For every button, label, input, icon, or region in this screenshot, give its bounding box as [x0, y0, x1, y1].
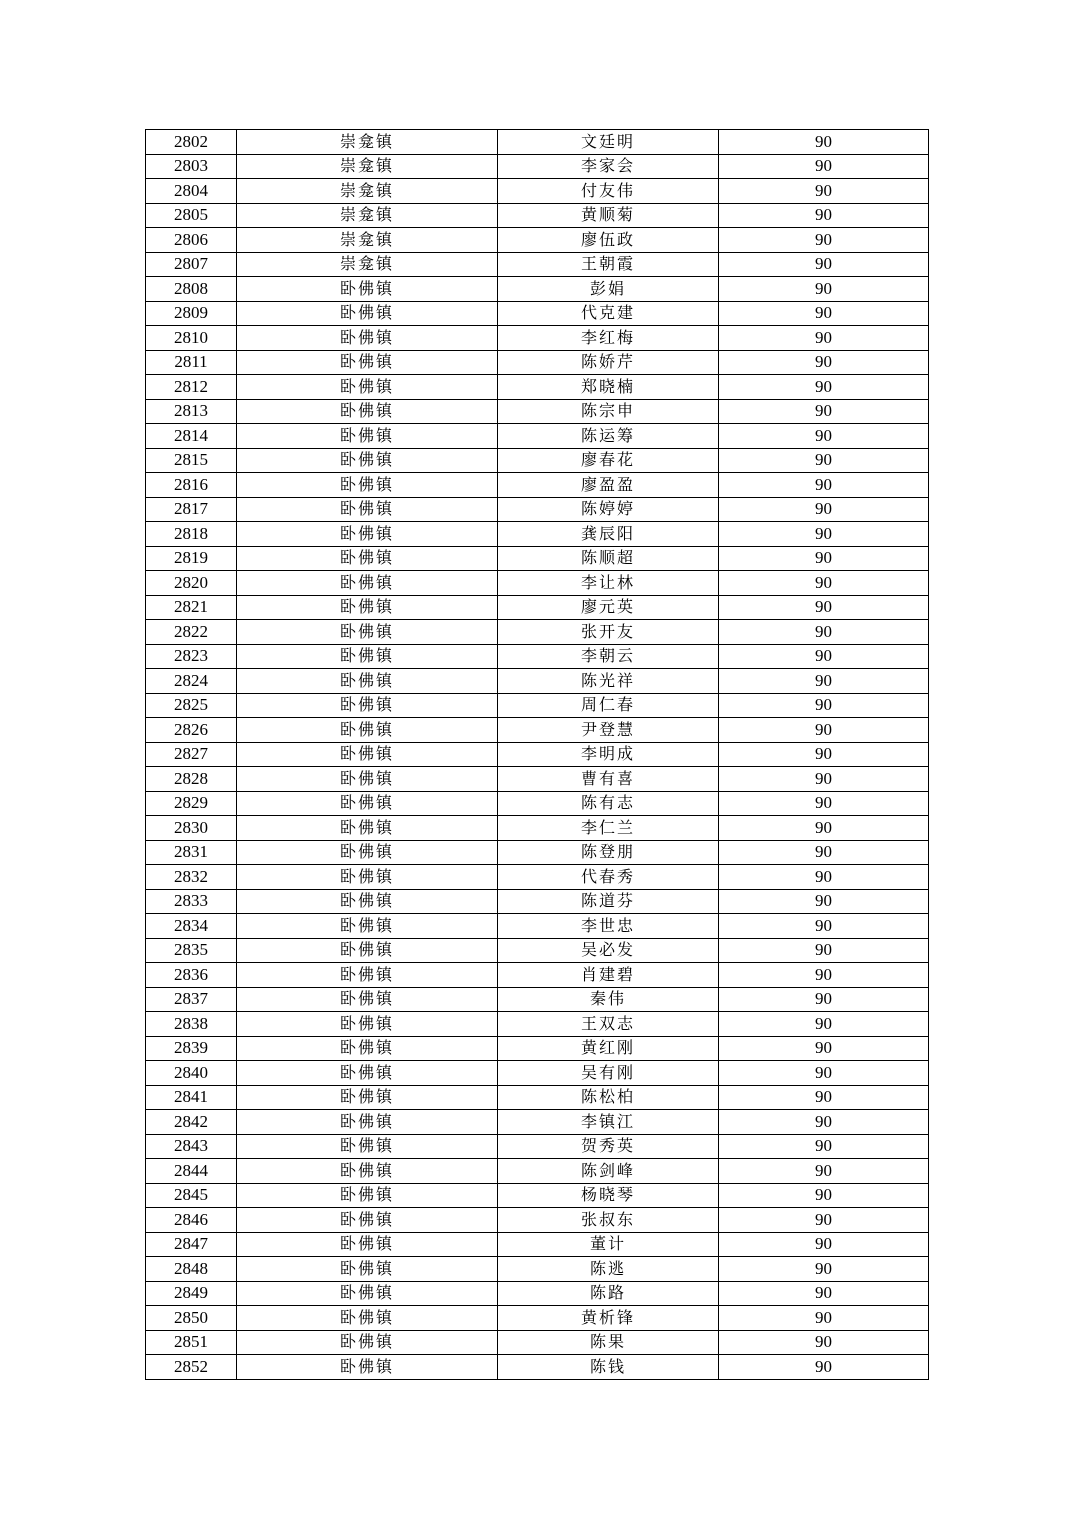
- cell-person-name: 陈剑峰: [498, 1159, 719, 1184]
- cell-score: 90: [719, 1330, 929, 1355]
- cell-score: 90: [719, 816, 929, 841]
- cell-town: 卧佛镇: [237, 424, 498, 449]
- cell-score: 90: [719, 571, 929, 596]
- cell-town: 崇龛镇: [237, 154, 498, 179]
- cell-person-name: 陈路: [498, 1281, 719, 1306]
- cell-person-name: 廖元英: [498, 595, 719, 620]
- cell-serial-number: 2814: [146, 424, 237, 449]
- cell-town: 卧佛镇: [237, 1281, 498, 1306]
- cell-person-name: 陈宗申: [498, 399, 719, 424]
- table-row: [146, 1330, 929, 1355]
- table-row: [146, 1134, 929, 1159]
- cell-town: 卧佛镇: [237, 399, 498, 424]
- table-row: [146, 399, 929, 424]
- cell-town: 卧佛镇: [237, 350, 498, 375]
- table-row: [146, 1355, 929, 1380]
- table-row: [146, 693, 929, 718]
- cell-serial-number: 2823: [146, 644, 237, 669]
- cell-town: 卧佛镇: [237, 644, 498, 669]
- cell-score: 90: [719, 522, 929, 547]
- cell-town: 卧佛镇: [237, 546, 498, 571]
- cell-town: 卧佛镇: [237, 1330, 498, 1355]
- cell-town: 卧佛镇: [237, 1232, 498, 1257]
- cell-town: 崇龛镇: [237, 228, 498, 253]
- table-row: [146, 595, 929, 620]
- table-row: [146, 1085, 929, 1110]
- cell-serial-number: 2841: [146, 1085, 237, 1110]
- cell-serial-number: 2842: [146, 1110, 237, 1135]
- cell-person-name: 廖盈盈: [498, 473, 719, 498]
- cell-person-name: 彭娟: [498, 277, 719, 302]
- cell-person-name: 黄顺菊: [498, 203, 719, 228]
- roster-table: [145, 129, 929, 1380]
- cell-serial-number: 2806: [146, 228, 237, 253]
- table-row: [146, 473, 929, 498]
- cell-score: 90: [719, 1085, 929, 1110]
- cell-serial-number: 2852: [146, 1355, 237, 1380]
- table-row: [146, 326, 929, 351]
- cell-score: 90: [719, 375, 929, 400]
- table-row: [146, 154, 929, 179]
- cell-person-name: 陈顺超: [498, 546, 719, 571]
- cell-serial-number: 2824: [146, 669, 237, 694]
- cell-score: 90: [719, 693, 929, 718]
- cell-person-name: 陈松柏: [498, 1085, 719, 1110]
- cell-serial-number: 2827: [146, 742, 237, 767]
- cell-score: 90: [719, 179, 929, 204]
- cell-serial-number: 2831: [146, 840, 237, 865]
- cell-person-name: 王双志: [498, 1012, 719, 1037]
- cell-serial-number: 2811: [146, 350, 237, 375]
- cell-score: 90: [719, 1159, 929, 1184]
- cell-town: 卧佛镇: [237, 669, 498, 694]
- table-row: [146, 228, 929, 253]
- cell-score: 90: [719, 277, 929, 302]
- cell-serial-number: 2818: [146, 522, 237, 547]
- cell-town: 卧佛镇: [237, 375, 498, 400]
- cell-score: 90: [719, 1134, 929, 1159]
- cell-score: 90: [719, 203, 929, 228]
- cell-serial-number: 2828: [146, 767, 237, 792]
- table-row: [146, 742, 929, 767]
- cell-town: 卧佛镇: [237, 497, 498, 522]
- cell-score: 90: [719, 1281, 929, 1306]
- cell-score: 90: [719, 840, 929, 865]
- cell-serial-number: 2819: [146, 546, 237, 571]
- cell-score: 90: [719, 228, 929, 253]
- cell-person-name: 吴有刚: [498, 1061, 719, 1086]
- table-row: [146, 914, 929, 939]
- cell-person-name: 陈钱: [498, 1355, 719, 1380]
- cell-town: 卧佛镇: [237, 693, 498, 718]
- table-row: [146, 203, 929, 228]
- cell-score: 90: [719, 1257, 929, 1282]
- cell-person-name: 李红梅: [498, 326, 719, 351]
- cell-score: 90: [719, 1232, 929, 1257]
- table-row: [146, 767, 929, 792]
- cell-serial-number: 2810: [146, 326, 237, 351]
- cell-score: 90: [719, 252, 929, 277]
- cell-town: 卧佛镇: [237, 301, 498, 326]
- cell-town: 卧佛镇: [237, 571, 498, 596]
- cell-serial-number: 2850: [146, 1306, 237, 1331]
- cell-person-name: 文廷明: [498, 130, 719, 155]
- table-row: [146, 546, 929, 571]
- cell-person-name: 张开友: [498, 620, 719, 645]
- cell-town: 卧佛镇: [237, 522, 498, 547]
- cell-town: 卧佛镇: [237, 987, 498, 1012]
- cell-person-name: 李家会: [498, 154, 719, 179]
- cell-serial-number: 2821: [146, 595, 237, 620]
- cell-serial-number: 2802: [146, 130, 237, 155]
- cell-serial-number: 2845: [146, 1183, 237, 1208]
- table-row: [146, 375, 929, 400]
- table-row: [146, 791, 929, 816]
- cell-serial-number: 2837: [146, 987, 237, 1012]
- cell-serial-number: 2825: [146, 693, 237, 718]
- cell-person-name: 张叔东: [498, 1208, 719, 1233]
- cell-town: 卧佛镇: [237, 448, 498, 473]
- cell-serial-number: 2812: [146, 375, 237, 400]
- cell-person-name: 王朝霞: [498, 252, 719, 277]
- cell-person-name: 曹有喜: [498, 767, 719, 792]
- cell-person-name: 陈娇芹: [498, 350, 719, 375]
- cell-score: 90: [719, 1110, 929, 1135]
- cell-town: 卧佛镇: [237, 767, 498, 792]
- cell-town: 崇龛镇: [237, 252, 498, 277]
- cell-score: 90: [719, 301, 929, 326]
- roster-table-body: [146, 130, 929, 1380]
- cell-serial-number: 2829: [146, 791, 237, 816]
- table-row: [146, 252, 929, 277]
- cell-town: 卧佛镇: [237, 1257, 498, 1282]
- cell-person-name: 李仁兰: [498, 816, 719, 841]
- table-row: [146, 1110, 929, 1135]
- cell-town: 卧佛镇: [237, 1085, 498, 1110]
- cell-town: 卧佛镇: [237, 889, 498, 914]
- table-row: [146, 669, 929, 694]
- cell-score: 90: [719, 914, 929, 939]
- cell-serial-number: 2849: [146, 1281, 237, 1306]
- cell-person-name: 黄析锋: [498, 1306, 719, 1331]
- cell-person-name: 李明成: [498, 742, 719, 767]
- cell-town: 卧佛镇: [237, 963, 498, 988]
- cell-serial-number: 2809: [146, 301, 237, 326]
- cell-serial-number: 2833: [146, 889, 237, 914]
- cell-town: 卧佛镇: [237, 791, 498, 816]
- cell-town: 卧佛镇: [237, 1012, 498, 1037]
- table-row: [146, 1061, 929, 1086]
- cell-town: 崇龛镇: [237, 179, 498, 204]
- cell-town: 卧佛镇: [237, 816, 498, 841]
- cell-person-name: 李镇江: [498, 1110, 719, 1135]
- cell-serial-number: 2839: [146, 1036, 237, 1061]
- table-row: [146, 301, 929, 326]
- cell-town: 卧佛镇: [237, 1110, 498, 1135]
- cell-person-name: 陈道芬: [498, 889, 719, 914]
- cell-serial-number: 2830: [146, 816, 237, 841]
- cell-town: 卧佛镇: [237, 1159, 498, 1184]
- cell-score: 90: [719, 473, 929, 498]
- table-row: [146, 277, 929, 302]
- table-row: [146, 620, 929, 645]
- cell-score: 90: [719, 130, 929, 155]
- cell-score: 90: [719, 620, 929, 645]
- table-row: [146, 1257, 929, 1282]
- cell-town: 卧佛镇: [237, 473, 498, 498]
- cell-town: 卧佛镇: [237, 914, 498, 939]
- cell-score: 90: [719, 497, 929, 522]
- cell-person-name: 陈运筹: [498, 424, 719, 449]
- cell-person-name: 付友伟: [498, 179, 719, 204]
- cell-person-name: 廖伍政: [498, 228, 719, 253]
- cell-town: 卧佛镇: [237, 718, 498, 743]
- cell-score: 90: [719, 595, 929, 620]
- cell-serial-number: 2838: [146, 1012, 237, 1037]
- cell-person-name: 杨晓琴: [498, 1183, 719, 1208]
- cell-town: 卧佛镇: [237, 865, 498, 890]
- cell-town: 崇龛镇: [237, 203, 498, 228]
- table-row: [146, 1183, 929, 1208]
- cell-town: 卧佛镇: [237, 326, 498, 351]
- cell-serial-number: 2840: [146, 1061, 237, 1086]
- table-row: [146, 987, 929, 1012]
- cell-person-name: 周仁春: [498, 693, 719, 718]
- table-row: [146, 840, 929, 865]
- cell-score: 90: [719, 987, 929, 1012]
- cell-score: 90: [719, 326, 929, 351]
- table-row: [146, 718, 929, 743]
- cell-score: 90: [719, 644, 929, 669]
- cell-serial-number: 2847: [146, 1232, 237, 1257]
- cell-serial-number: 2807: [146, 252, 237, 277]
- cell-score: 90: [719, 1306, 929, 1331]
- cell-serial-number: 2836: [146, 963, 237, 988]
- cell-town: 卧佛镇: [237, 1355, 498, 1380]
- cell-score: 90: [719, 399, 929, 424]
- cell-person-name: 吴必发: [498, 938, 719, 963]
- cell-town: 卧佛镇: [237, 938, 498, 963]
- table-row: [146, 816, 929, 841]
- cell-town: 卧佛镇: [237, 277, 498, 302]
- cell-person-name: 郑晓楠: [498, 375, 719, 400]
- cell-score: 90: [719, 767, 929, 792]
- cell-town: 卧佛镇: [237, 595, 498, 620]
- table-row: [146, 644, 929, 669]
- table-row: [146, 1306, 929, 1331]
- cell-score: 90: [719, 1061, 929, 1086]
- cell-serial-number: 2848: [146, 1257, 237, 1282]
- cell-score: 90: [719, 938, 929, 963]
- cell-town: 卧佛镇: [237, 1061, 498, 1086]
- table-row: [146, 424, 929, 449]
- cell-town: 卧佛镇: [237, 1036, 498, 1061]
- cell-person-name: 廖春花: [498, 448, 719, 473]
- cell-serial-number: 2835: [146, 938, 237, 963]
- cell-person-name: 尹登慧: [498, 718, 719, 743]
- cell-serial-number: 2846: [146, 1208, 237, 1233]
- table-row: [146, 963, 929, 988]
- table-row: [146, 889, 929, 914]
- cell-person-name: 黄红刚: [498, 1036, 719, 1061]
- cell-town: 卧佛镇: [237, 620, 498, 645]
- cell-score: 90: [719, 865, 929, 890]
- table-row: [146, 448, 929, 473]
- cell-person-name: 陈果: [498, 1330, 719, 1355]
- cell-town: 卧佛镇: [237, 742, 498, 767]
- table-row: [146, 1012, 929, 1037]
- cell-person-name: 龚辰阳: [498, 522, 719, 547]
- cell-person-name: 李让林: [498, 571, 719, 596]
- cell-score: 90: [719, 1208, 929, 1233]
- cell-serial-number: 2805: [146, 203, 237, 228]
- cell-score: 90: [719, 889, 929, 914]
- cell-person-name: 秦伟: [498, 987, 719, 1012]
- cell-serial-number: 2813: [146, 399, 237, 424]
- cell-score: 90: [719, 669, 929, 694]
- cell-serial-number: 2834: [146, 914, 237, 939]
- cell-town: 卧佛镇: [237, 1306, 498, 1331]
- cell-score: 90: [719, 718, 929, 743]
- cell-serial-number: 2843: [146, 1134, 237, 1159]
- cell-town: 卧佛镇: [237, 840, 498, 865]
- table-row: [146, 938, 929, 963]
- table-row: [146, 522, 929, 547]
- cell-serial-number: 2844: [146, 1159, 237, 1184]
- cell-score: 90: [719, 1036, 929, 1061]
- cell-person-name: 陈登朋: [498, 840, 719, 865]
- cell-person-name: 陈婷婷: [498, 497, 719, 522]
- cell-score: 90: [719, 546, 929, 571]
- cell-person-name: 贺秀英: [498, 1134, 719, 1159]
- cell-score: 90: [719, 154, 929, 179]
- cell-score: 90: [719, 1183, 929, 1208]
- cell-town: 卧佛镇: [237, 1208, 498, 1233]
- table-row: [146, 1208, 929, 1233]
- cell-town: 卧佛镇: [237, 1134, 498, 1159]
- cell-serial-number: 2832: [146, 865, 237, 890]
- cell-serial-number: 2826: [146, 718, 237, 743]
- cell-score: 90: [719, 448, 929, 473]
- table-row: [146, 130, 929, 155]
- cell-score: 90: [719, 350, 929, 375]
- table-row: [146, 497, 929, 522]
- cell-score: 90: [719, 791, 929, 816]
- cell-person-name: 肖建碧: [498, 963, 719, 988]
- cell-serial-number: 2815: [146, 448, 237, 473]
- cell-serial-number: 2820: [146, 571, 237, 596]
- table-row: [146, 571, 929, 596]
- cell-score: 90: [719, 1355, 929, 1380]
- cell-town: 卧佛镇: [237, 1183, 498, 1208]
- table-row: [146, 1232, 929, 1257]
- table-row: [146, 1281, 929, 1306]
- cell-person-name: 董计: [498, 1232, 719, 1257]
- cell-person-name: 代克建: [498, 301, 719, 326]
- cell-score: 90: [719, 742, 929, 767]
- table-row: [146, 865, 929, 890]
- cell-town: 崇龛镇: [237, 130, 498, 155]
- cell-serial-number: 2804: [146, 179, 237, 204]
- cell-serial-number: 2808: [146, 277, 237, 302]
- cell-person-name: 李世忠: [498, 914, 719, 939]
- table-row: [146, 179, 929, 204]
- table-row: [146, 1036, 929, 1061]
- cell-score: 90: [719, 1012, 929, 1037]
- table-row: [146, 1159, 929, 1184]
- cell-serial-number: 2803: [146, 154, 237, 179]
- cell-person-name: 陈有志: [498, 791, 719, 816]
- cell-serial-number: 2817: [146, 497, 237, 522]
- cell-score: 90: [719, 424, 929, 449]
- cell-person-name: 陈光祥: [498, 669, 719, 694]
- cell-serial-number: 2816: [146, 473, 237, 498]
- cell-score: 90: [719, 963, 929, 988]
- cell-person-name: 李朝云: [498, 644, 719, 669]
- cell-serial-number: 2851: [146, 1330, 237, 1355]
- cell-person-name: 代春秀: [498, 865, 719, 890]
- table-row: [146, 350, 929, 375]
- cell-serial-number: 2822: [146, 620, 237, 645]
- cell-person-name: 陈逃: [498, 1257, 719, 1282]
